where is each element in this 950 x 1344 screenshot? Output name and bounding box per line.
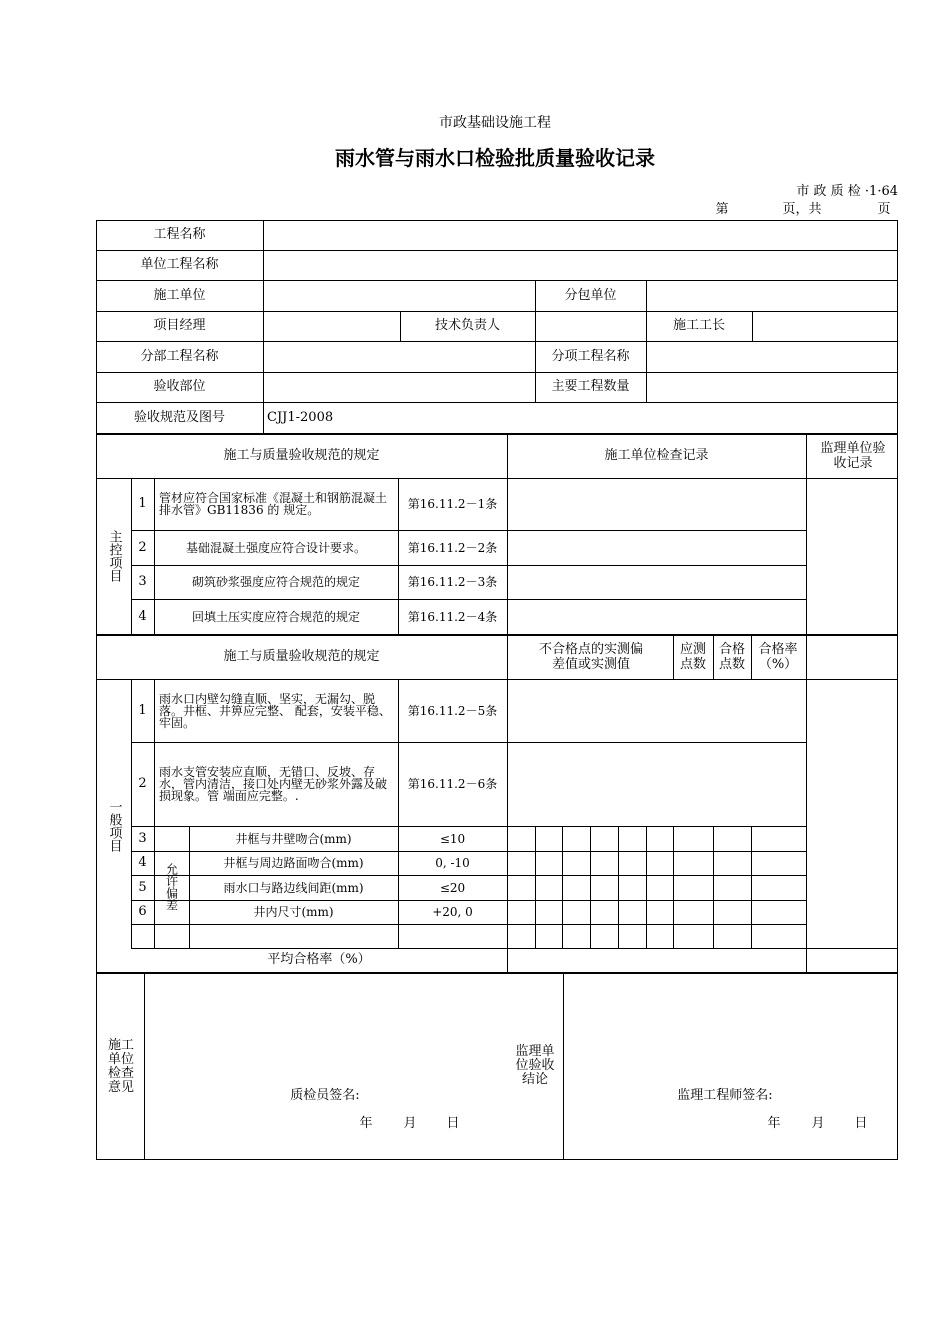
supervision-date-month: 月 — [811, 1116, 825, 1131]
tolerance-value: +20, 0 — [432, 905, 473, 919]
tolerance-value: ≤10 — [439, 831, 466, 846]
tolerance-item: 雨水口与路边线间距(mm) — [223, 880, 364, 895]
subdivision-name-label: 分项工程名称 — [551, 348, 630, 364]
foreman-label: 施工工长 — [672, 318, 725, 333]
page-ye-gong-label: 页，共 — [782, 202, 822, 217]
unit-project-name-label: 单位工程名称 — [140, 257, 219, 272]
general-item-no: 2 — [138, 776, 147, 791]
category-label: 市政基础设施工程 — [439, 115, 551, 131]
avg-pass-rate-label: 平均合格率（%） — [267, 952, 371, 967]
general-group-label: 一般项目 — [106, 799, 122, 852]
main-supervision-header: 监理单位验收记录 — [820, 441, 886, 471]
tolerance-value: 0, -10 — [435, 856, 470, 870]
tolerance-item: 井内尺寸(mm) — [253, 905, 334, 919]
main-record-header: 施工单位检查记录 — [604, 447, 709, 463]
supervision-conclusion-label: 监理单位验收结论 — [515, 1044, 555, 1087]
subcontract-unit-label: 分包单位 — [564, 287, 617, 303]
main-item-clause: 第16.11.2－3条 — [407, 575, 498, 589]
main-item-no: 2 — [138, 539, 147, 555]
acceptance-part-label: 验收部位 — [153, 379, 206, 394]
general-item-clause: 第16.11.2－6条 — [407, 777, 498, 791]
spec-value: CJJ1-2008 — [267, 409, 334, 425]
general-item-text: 雨水支管安装应直顺，无错口、反坡、存水，管内清洁，接口处内壁无砂浆外露及破损现象。管 端面应完整。. — [159, 765, 388, 803]
form-code: 市 政 质 检 ·1·64 — [796, 184, 898, 199]
tolerance-value: ≤20 — [439, 880, 466, 895]
general-spec-header: 施工与质量验收规范的规定 — [223, 648, 380, 664]
construction-opinion-label: 施工单位检查意见 — [107, 1038, 134, 1095]
tolerance-no: 4 — [138, 855, 147, 870]
general-item-text: 雨水口内壁勾缝直顺、坚实，无漏勾、脱落。井框、井箅应完整、 配套，安装平稳、牢固。 — [159, 691, 391, 730]
technical-lead-label: 技术负责人 — [434, 318, 500, 333]
main-item-no: 3 — [138, 574, 147, 589]
main-item-text: 砌筑砂浆强度应符合规范的规定 — [191, 575, 360, 589]
main-item-no: 1 — [138, 496, 147, 511]
tolerance-group-label: 允许偏差 — [164, 863, 179, 911]
main-item-text: 回填土压实度应符合规范的规定 — [191, 609, 360, 624]
division-name-label: 分部工程名称 — [140, 348, 219, 364]
main-item-clause: 第16.11.2－4条 — [407, 609, 498, 624]
page-di-label: 第 — [715, 202, 729, 217]
tolerance-no: 5 — [138, 879, 147, 895]
main-quantity-label: 主要工程数量 — [551, 379, 630, 394]
main-item-clause: 第16.11.2－2条 — [407, 540, 498, 555]
spec-label: 验收规范及图号 — [133, 409, 225, 425]
main-spec-header: 施工与质量验收规范的规定 — [223, 447, 380, 463]
main-item-clause: 第16.11.2－1条 — [407, 497, 498, 511]
tolerance-no: 6 — [138, 904, 147, 919]
page-title: 雨水管与雨水口检验批质量验收记录 — [335, 146, 655, 170]
construction-date-month: 月 — [403, 1116, 417, 1131]
general-pass-rate-header: 合格率（%） — [758, 642, 798, 672]
general-item-no: 1 — [138, 702, 147, 718]
tolerance-item: 井框与井壁吻合(mm) — [235, 831, 352, 846]
general-deviation-header: 不合格点的实测偏差值或实测值 — [538, 642, 643, 672]
construction-unit-label: 施工单位 — [153, 287, 206, 303]
general-item-clause: 第16.11.2－5条 — [407, 703, 498, 718]
main-item-text: 管材应符合国家标准《混凝土和钢筋混凝土排水管》GB11836 的 规定。 — [159, 491, 388, 517]
page-ye-label: 页 — [877, 202, 891, 217]
general-points-measured-header: 应测点数 — [679, 642, 706, 672]
engineer-sign-label: 监理工程师签名: — [677, 1088, 773, 1103]
main-item-no: 4 — [138, 608, 147, 624]
project-manager-label: 项目经理 — [153, 318, 206, 333]
construction-date-day: 日 — [446, 1116, 460, 1131]
supervision-date-day: 日 — [854, 1116, 868, 1131]
supervision-date-year: 年 — [767, 1116, 781, 1131]
inspector-sign-label: 质检员签名: — [290, 1088, 360, 1103]
construction-date-year: 年 — [359, 1116, 373, 1131]
tolerance-no: 3 — [138, 830, 147, 846]
main-item-text: 基础混凝土强度应符合设计要求。 — [185, 540, 366, 555]
tolerance-item: 井框与周边路面吻合(mm) — [223, 856, 364, 870]
main-control-group-label: 主控项目 — [106, 530, 122, 582]
general-points-pass-header: 合格点数 — [718, 642, 745, 672]
project-name-label: 工程名称 — [153, 227, 206, 242]
